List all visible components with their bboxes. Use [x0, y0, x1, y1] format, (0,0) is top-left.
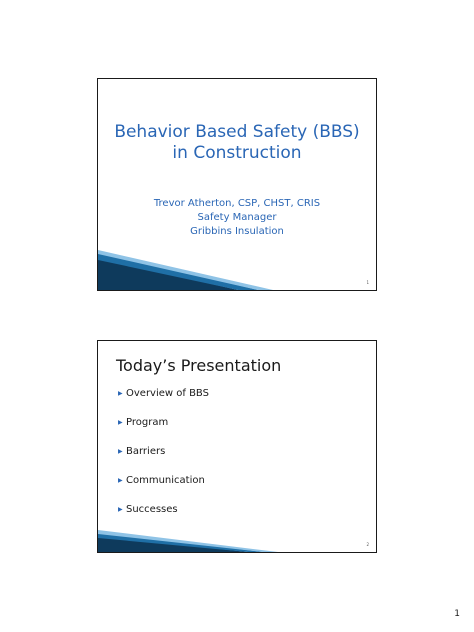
slide-1-title-line-1: Behavior Based Safety (BBS) — [114, 122, 360, 142]
presenter-role: Safety Manager — [197, 212, 277, 223]
bullet-text: Overview of BBS — [126, 388, 209, 399]
triangle-right-icon: ▶ — [118, 506, 123, 513]
slide-thumbnail-2 — [97, 340, 377, 553]
slide-2-number: 2 — [366, 542, 369, 547]
presenter-name: Trevor Atherton, CSP, CHST, CRIS — [153, 198, 321, 209]
slide-thumbnail-1 — [97, 78, 377, 291]
slide-2-bullet-list — [118, 387, 209, 532]
bullet-text: Communication — [126, 475, 205, 486]
bullet-item — [118, 416, 209, 445]
slide-decoration-swoosh — [98, 250, 377, 290]
bullet-item — [118, 474, 209, 503]
slide-1-number: 1 — [366, 280, 369, 285]
slide-1-title — [98, 122, 376, 164]
triangle-right-icon: ▶ — [118, 477, 123, 484]
bullet-item — [118, 387, 209, 416]
triangle-right-icon: ▶ — [118, 390, 123, 397]
slide-2-title: Today’s Presentation — [116, 356, 282, 375]
bullet-item — [118, 445, 209, 474]
presenter-company: Gribbins Insulation — [190, 226, 284, 237]
bullet-text: Barriers — [126, 446, 166, 457]
triangle-right-icon: ▶ — [118, 419, 123, 426]
triangle-right-icon: ▶ — [118, 448, 123, 455]
slide-1-subtitle — [98, 197, 376, 239]
slide-decoration-swoosh — [98, 512, 377, 552]
page-number: 1 — [454, 609, 460, 619]
slide-1-title-line-2: in Construction — [172, 143, 302, 163]
bullet-text: Successes — [126, 504, 178, 515]
bullet-text: Program — [126, 417, 169, 428]
